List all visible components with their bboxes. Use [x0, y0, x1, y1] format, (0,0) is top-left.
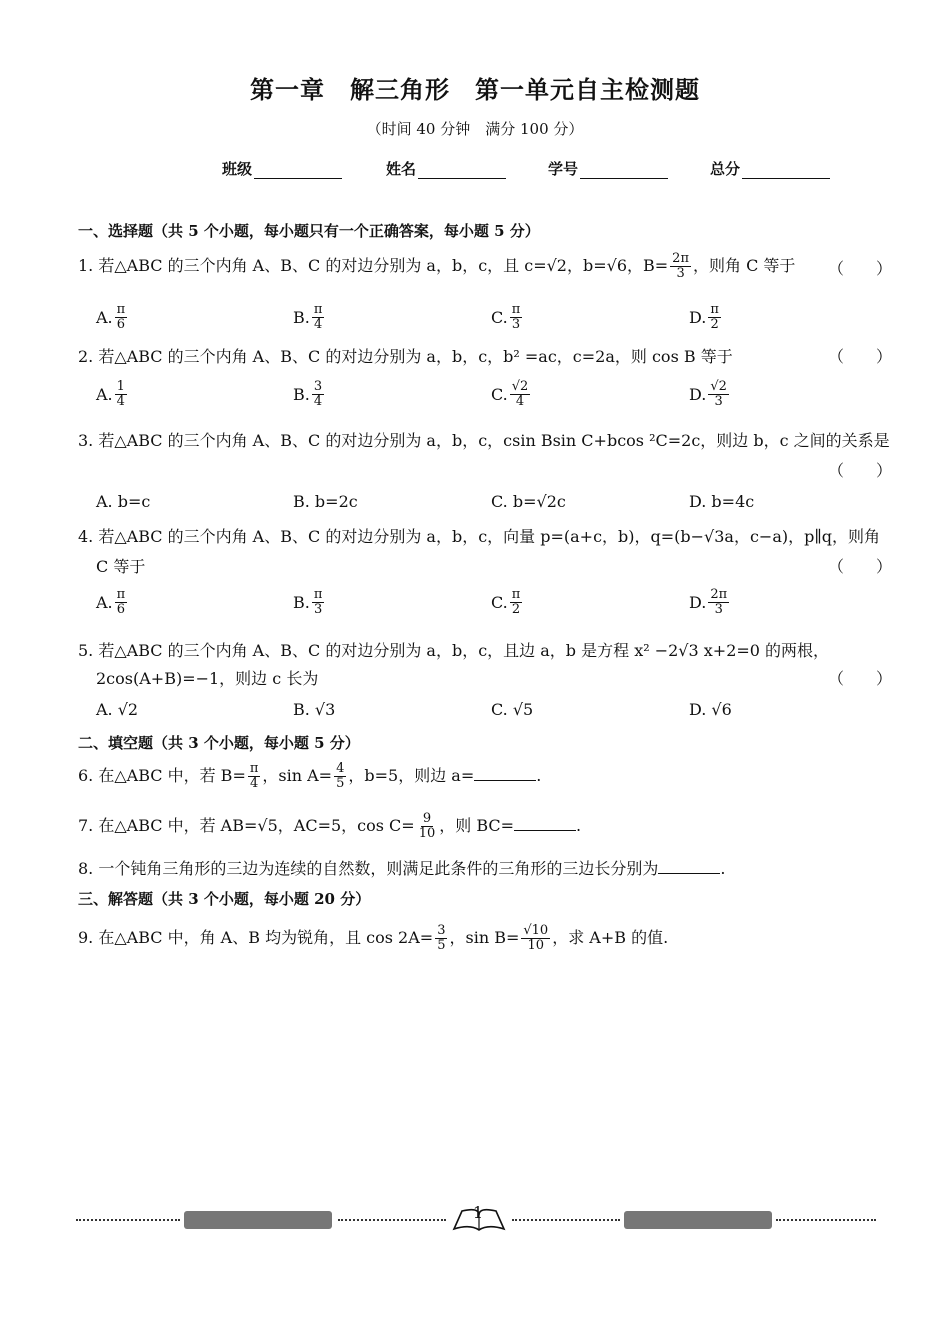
question-1	[78, 252, 795, 281]
section-heading-1: 一、选择题（共 5 个小题，每小题只有一个正确答案，每小题 5 分）	[78, 222, 540, 240]
footer-dotted-rule-center-right	[512, 1219, 620, 1221]
question-2: 2. 若△ABC 的三个内角 A、B、C 的对边分别为 a，b，c，b² =ac，c=2a，则 cos B 等于	[78, 347, 733, 366]
question-7-text: 7. 在△ABC 中，若 AB=√5，AC=5，cos C=	[78, 816, 415, 835]
question-8-text: 8. 一个钝角三角形的三边为连续的自然数，则满足此条件的三角形的三边长分别为	[78, 859, 659, 878]
question-1-tail: ，则角 C 等于	[693, 256, 796, 275]
fraction-numerator: π	[511, 587, 521, 602]
q4-option-a[interactable]	[96, 588, 129, 617]
option-fraction	[312, 588, 325, 617]
fraction-denominator: 4	[313, 394, 323, 409]
option-letter: A.	[96, 308, 113, 327]
option-fraction	[312, 380, 324, 409]
question-3: 3. 若△ABC 的三个内角 A、B、C 的对边分别为 a，b，c，csin Bsin C+bcos ²C=2c，则边 b，c 之间的关系是	[78, 431, 890, 450]
question-5: 5. 若△ABC 的三个内角 A、B、C 的对边分别为 a，b，c，且边 a，b 是方程 x² −2√3 x+2=0 的两根，	[78, 641, 830, 660]
option-letter: D.	[689, 385, 707, 404]
option-fraction	[115, 303, 128, 332]
fraction-denominator: 4	[249, 776, 259, 791]
name-field	[386, 158, 506, 179]
footer-dotted-rule-left	[76, 1219, 180, 1221]
question-6-fraction-2	[334, 762, 346, 791]
question-5-continued: 2cos(A+B)=−1，则边 c 长为	[96, 669, 319, 688]
footer-badge-left	[184, 1211, 332, 1229]
option-fraction	[708, 303, 721, 332]
question-6	[78, 762, 541, 791]
answer-bracket-1[interactable]: （ ）	[828, 259, 893, 278]
fraction-denominator: 3	[714, 394, 723, 409]
fraction-numerator: 4	[336, 761, 345, 776]
question-7	[78, 812, 581, 841]
q3-option-c[interactable]: C. b=√2c	[491, 492, 566, 511]
fraction-numerator: 3	[313, 379, 323, 394]
fraction-numerator: √10	[523, 923, 549, 938]
student-id-label: 学号	[548, 160, 579, 178]
name-label: 姓名	[386, 160, 417, 178]
fraction-numerator: √2	[710, 379, 727, 394]
question-9-fraction-1	[435, 924, 447, 953]
q5-option-a[interactable]: A. √2	[96, 700, 139, 719]
q2-option-d[interactable]	[689, 380, 731, 409]
answer-blank-7[interactable]	[514, 816, 576, 831]
fraction-denominator: 3	[714, 602, 723, 617]
name-blank[interactable]	[418, 162, 506, 179]
fraction-numerator: 1	[116, 379, 125, 394]
footer-dotted-rule-right	[776, 1219, 876, 1221]
option-fraction	[510, 588, 523, 617]
fraction-denominator: 6	[116, 317, 126, 332]
question-9-text: ，sin B=	[449, 928, 520, 947]
question-1-stem: 1. 若△ABC 的三个内角 A、B、C 的对边分别为 a，b，c，且 c=√2，b=√6，B=	[78, 256, 669, 275]
page-number: 1	[472, 1203, 484, 1222]
answer-blank-6[interactable]	[474, 766, 536, 781]
page-title: 第一章 解三角形 第一单元自主检测题	[250, 75, 700, 104]
question-4-continued: C 等于	[96, 557, 146, 576]
option-fraction	[510, 380, 531, 409]
question-4: 4. 若△ABC 的三个内角 A、B、C 的对边分别为 a，b，c，向量 p=(a+c，b)，q=(b−√3a，c−a)，p∥q，则角	[78, 527, 880, 546]
section-heading-3: 三、解答题（共 3 个小题，每小题 20 分）	[78, 890, 371, 908]
page-footer	[76, 1205, 876, 1235]
fraction-denominator: 6	[116, 602, 126, 617]
question-8-end: .	[720, 859, 726, 878]
section-heading-2: 二、填空题（共 3 个小题，每小题 5 分）	[78, 734, 360, 752]
answer-blank-8[interactable]	[658, 859, 720, 874]
question-9-fraction-2	[521, 924, 550, 953]
option-letter: D.	[689, 308, 707, 327]
q1-option-b[interactable]	[293, 303, 326, 332]
total-score-field	[710, 158, 830, 179]
option-fraction	[115, 380, 127, 409]
question-9-text: 9. 在△ABC 中，角 A、B 均为锐角，且 cos 2A=	[78, 928, 434, 947]
fraction-numerator: π	[511, 302, 521, 317]
question-6-fraction-1	[248, 762, 261, 791]
q2-option-c[interactable]	[491, 380, 532, 409]
fraction-denominator: 10	[418, 826, 436, 841]
option-letter: C.	[491, 593, 508, 612]
q3-option-b[interactable]: B. b=2c	[293, 492, 358, 511]
question-7-end: .	[576, 816, 582, 835]
option-letter: D.	[689, 593, 707, 612]
student-id-blank[interactable]	[580, 162, 668, 179]
fraction-denominator: 5	[437, 938, 446, 953]
fraction-denominator: 4	[116, 394, 125, 409]
fraction-denominator: 4	[313, 317, 323, 332]
q3-option-a[interactable]: A. b=c	[96, 492, 151, 511]
fraction-numerator: √2	[511, 379, 529, 394]
fraction-denominator: 3	[511, 317, 521, 332]
fraction-numerator: π	[116, 587, 126, 602]
q2-option-a[interactable]	[96, 380, 129, 409]
page-subtitle: （时间 40 分钟 满分 100 分）	[366, 120, 584, 138]
student-id-field	[548, 158, 668, 179]
total-score-label: 总分	[710, 160, 741, 178]
question-9	[78, 924, 668, 953]
fraction-numerator: π	[313, 302, 323, 317]
question-6-text: ，sin A=	[262, 766, 333, 785]
answer-bracket-4[interactable]: （ ）	[828, 557, 893, 576]
fraction-denominator: 3	[313, 602, 323, 617]
option-letter: A.	[96, 385, 113, 404]
question-7-fraction	[417, 812, 438, 841]
question-7-text: ，则 BC=	[439, 816, 515, 835]
fraction-numerator: 3	[437, 923, 446, 938]
question-6-text: ，b=5，则边 a=	[348, 766, 475, 785]
fraction-denominator: 10	[527, 938, 545, 953]
class-label: 班级	[222, 160, 253, 178]
footer-badge-right	[624, 1211, 772, 1229]
question-9-text: ，求 A+B 的值.	[552, 928, 669, 947]
fraction-numerator: π	[710, 302, 719, 317]
total-score-blank[interactable]	[742, 162, 830, 179]
question-6-text: 6. 在△ABC 中，若 B=	[78, 766, 246, 785]
option-letter: C.	[491, 385, 508, 404]
fraction-denominator: 5	[336, 776, 345, 791]
option-fraction	[510, 303, 523, 332]
footer-dotted-rule-center-left	[338, 1219, 446, 1221]
fraction-denominator: 2	[511, 602, 521, 617]
q4-option-b[interactable]	[293, 588, 326, 617]
fraction-numerator: π	[116, 302, 126, 317]
q3-option-d[interactable]: D. b=4c	[689, 492, 755, 511]
class-field	[222, 158, 342, 179]
fraction-denominator: 2	[710, 317, 719, 332]
q1-option-a[interactable]	[96, 303, 129, 332]
q5-option-c[interactable]: C. √5	[491, 700, 534, 719]
option-letter: B.	[293, 308, 310, 327]
question-6-end: .	[536, 766, 542, 785]
option-fraction	[115, 588, 128, 617]
fraction-denominator: 3	[676, 266, 685, 281]
option-letter: B.	[293, 385, 310, 404]
answer-bracket-2[interactable]: （ ）	[828, 347, 893, 366]
option-letter: A.	[96, 593, 113, 612]
fraction-numerator: π	[249, 761, 259, 776]
q5-option-d[interactable]: D. √6	[689, 700, 732, 719]
option-fraction	[708, 380, 729, 409]
q4-option-c[interactable]	[491, 588, 524, 617]
q2-option-b[interactable]	[293, 380, 326, 409]
option-fraction	[708, 588, 729, 617]
fraction-denominator: 4	[515, 394, 525, 409]
class-blank[interactable]	[254, 162, 342, 179]
fraction-numerator: 9	[422, 811, 432, 826]
answer-bracket-3[interactable]: （ ）	[828, 461, 893, 480]
q4-option-d[interactable]	[689, 588, 731, 617]
option-letter: B.	[293, 593, 310, 612]
option-fraction	[312, 303, 325, 332]
fraction-numerator: π	[313, 587, 323, 602]
answer-bracket-5[interactable]: （ ）	[828, 669, 893, 688]
q5-option-b[interactable]: B. √3	[293, 700, 336, 719]
q1-option-d[interactable]	[689, 303, 723, 332]
question-1-fraction	[670, 252, 691, 281]
option-letter: C.	[491, 308, 508, 327]
fraction-numerator: 2π	[710, 587, 728, 602]
fraction-numerator: 2π	[672, 251, 689, 266]
question-8	[78, 856, 725, 879]
q1-option-c[interactable]	[491, 303, 524, 332]
